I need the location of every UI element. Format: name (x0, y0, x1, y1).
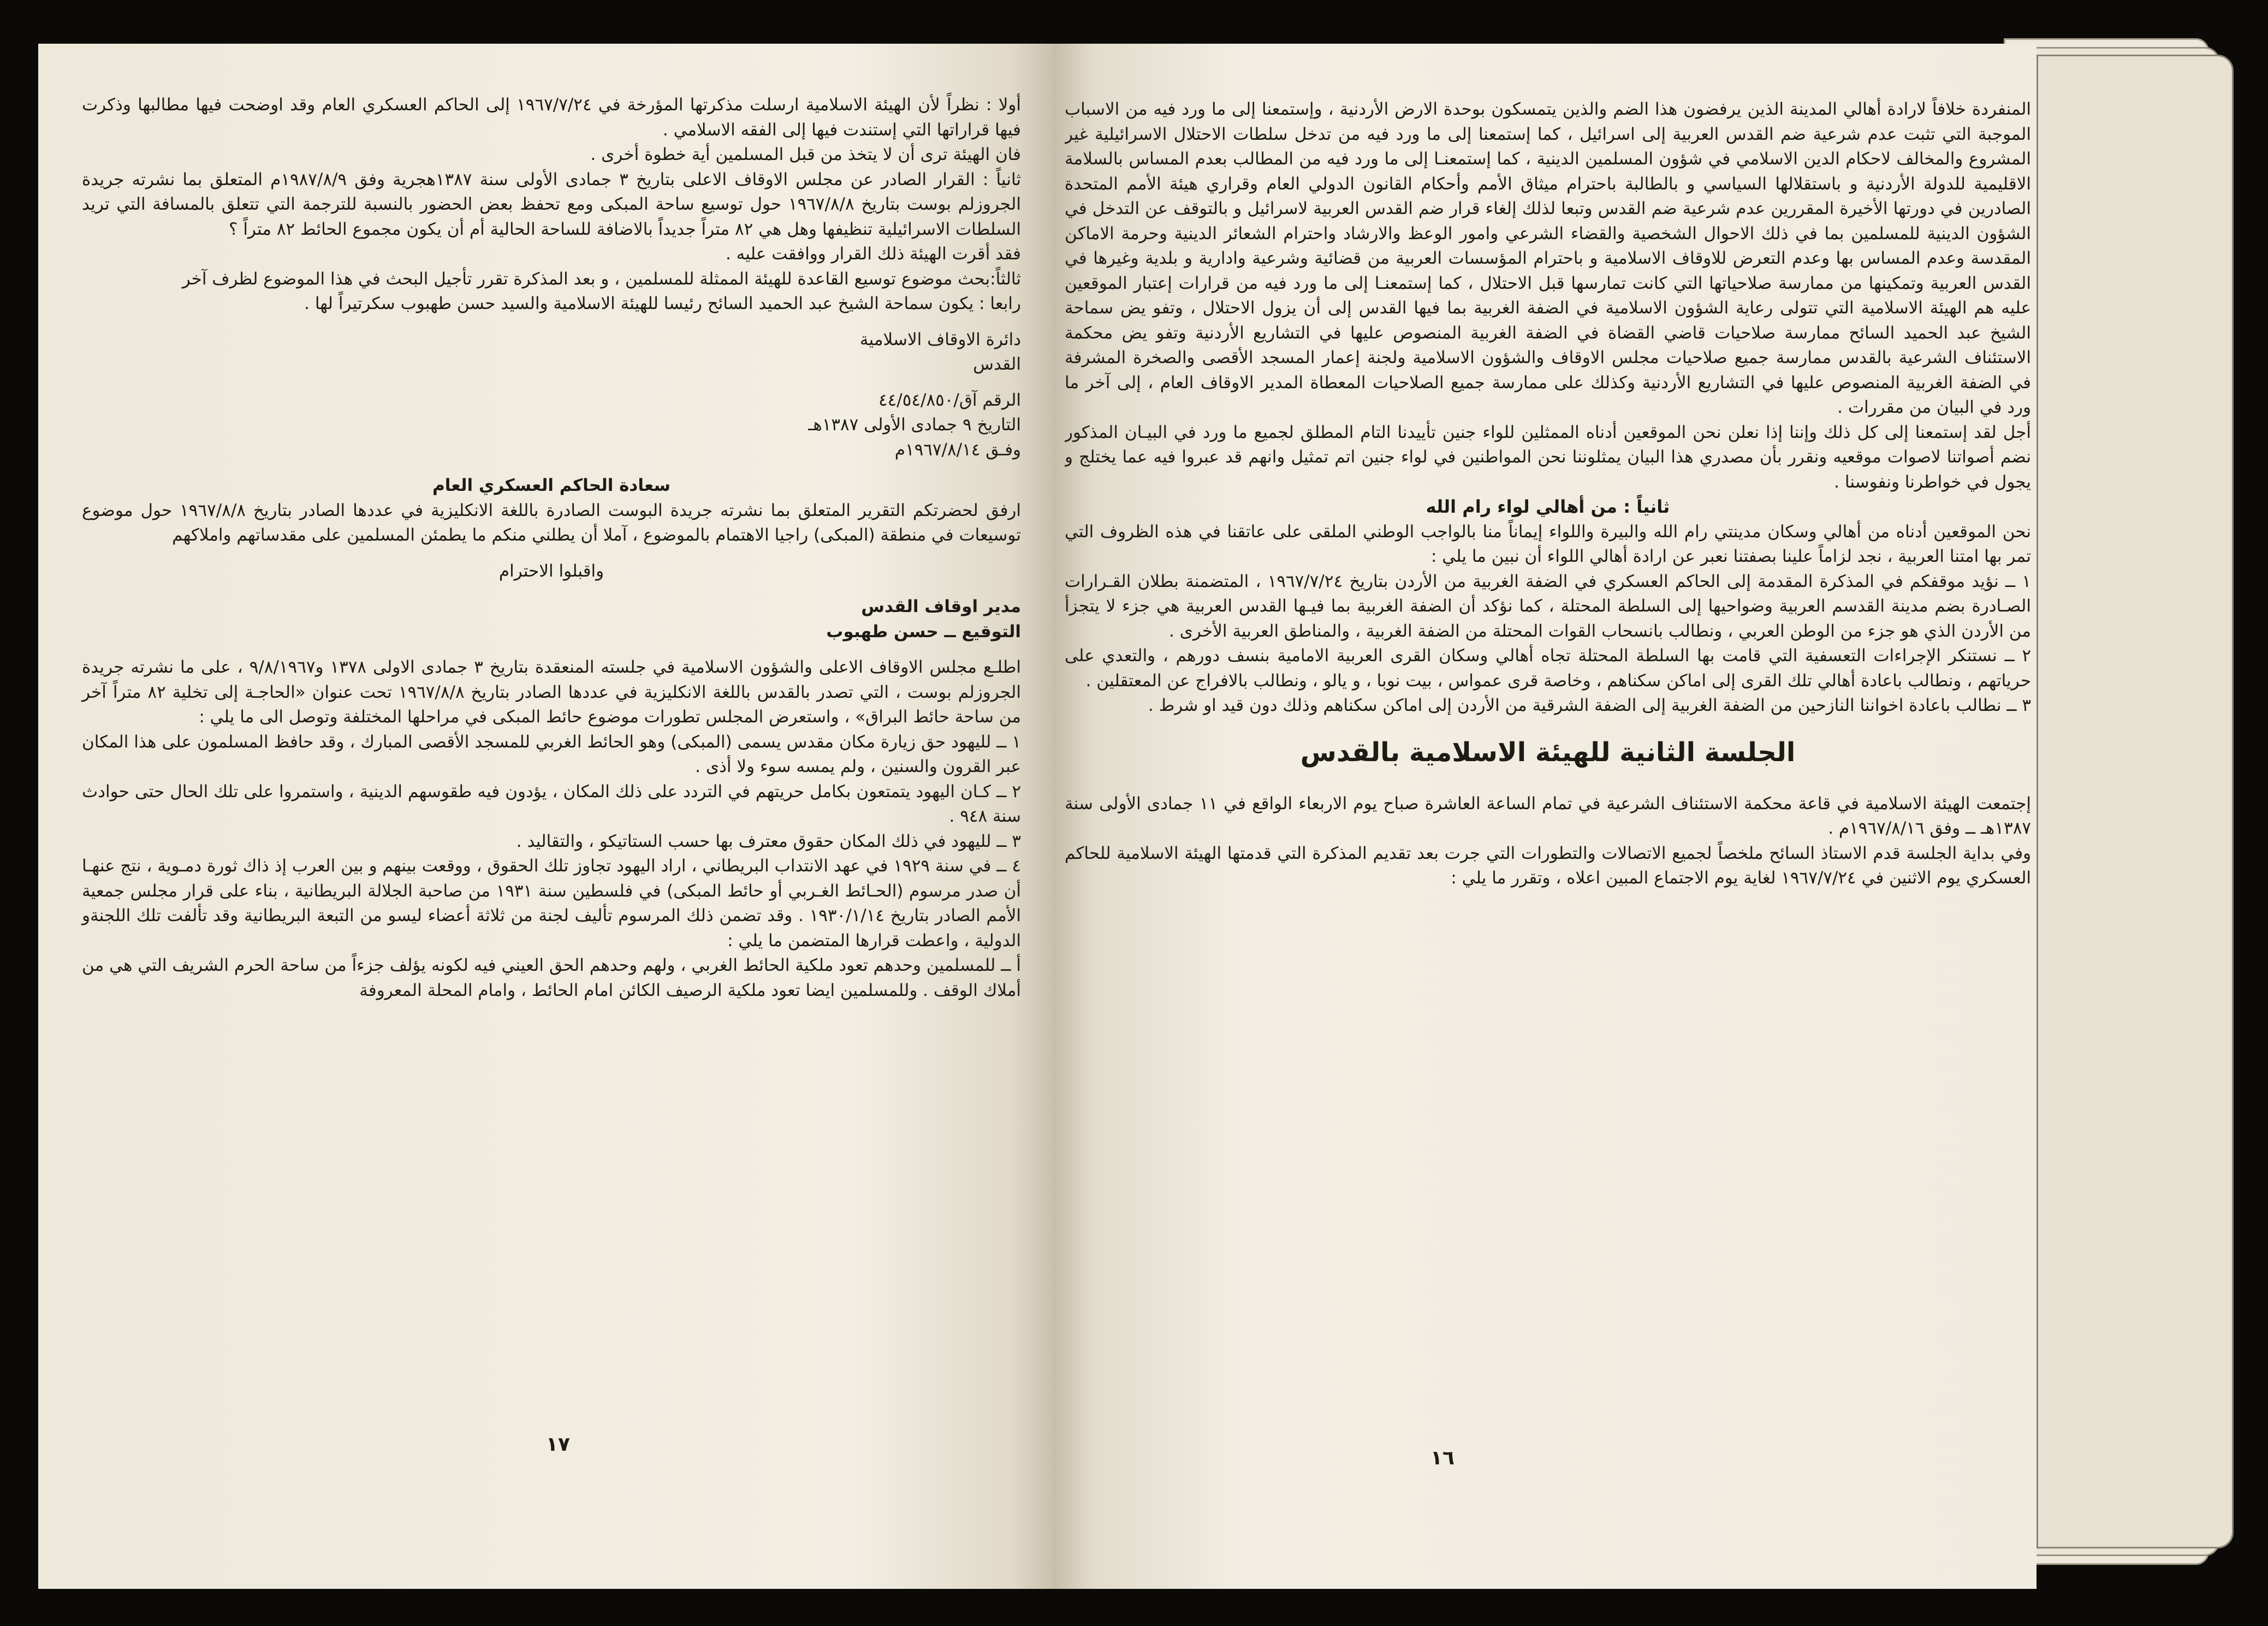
letter-date: التاريخ ٩ جمادى الأولى ١٣٨٧هـ (808, 415, 1021, 435)
letter-addressee: سعادة الحاكم العسكري العام (432, 476, 670, 495)
letter-body: ارفق لحضرتكم التقرير المتعلق بما نشرته جريدة البوست الصادرة باللغة الانكليزية في عددها الصادر بتاريخ ١٩٦٧/٨/٨ حول موضوع توسيعات في منطقة (المبكى) راجيا الاهتمام بالموضوع ، آملا أن يطلني منكم ما يطمئن المسلمين على مقدساتهم واملاكهم (82, 500, 1021, 545)
right-paragraph: ٢ ــ نستنكر الإجراءات التعسفية التي قامت بها السلطة المحتلة تجاه أهالي وسكان القرى العربية الامامية بنسف دورهم ، والتعدي على حرياتهم ، ونطالب باعادة أهالي تلك القرى إلى اماكن سكناهم ، وخاصة قرى عمواس ، بيت نوبا ، و يالو ، ونطالب بالافراج عن المعتقلين . (1065, 646, 2031, 691)
left-paragraph: ثانياً : القرار الصادر عن مجلس الاوقاف الاعلى بتاريخ ٣ جمادى الأولى سنة ١٣٨٧هجرية وفق ١٩٨٧/٨/٩م المتعلق بما نشرته جريدة الجروزلم بوست بتاريخ ١٩٦٧/٨/٨ حول توسيع ساحة المبكى ومع تحفظ بعض الحضور بالنسبة للترجمة التي تتعلق بالمسافة التي تريد السلطات الاسرائيلية تنظيفها وهل هي ٨٢ متراً جديداً بالاضافة للساحة الحالية أم أن يكون مجموع الحائط ٨٢ متراً ؟ (82, 169, 1022, 239)
right-paragraph: أجل لقد إستمعنا إلى كل ذلك وإننا إذا نعلن نحن الموقعين أدناه الممثلين للواء جنين تأييدنا التام المطلق لجميع ما ورد في البيـان المذكور نضم أصواتنا لاصوات موقعيه ونقرر بأن مصدري هذا البيان يمثلوننا نحن المواطنين في لواء جنين اتم تمثيل وانهم قد عبروا فيه عما يختلج و يجول في خواطرنا ونفوسنا . (1065, 422, 2031, 492)
session-heading: الجلسة الثانية للهيئة الاسلامية بالقدس (1300, 737, 1796, 768)
right-paragraph: وفي بداية الجلسة قدم الاستاذ السائح ملخصاً لجميع الاتصالات والتطورات التي جرت بعد تقديم المذكرة التي قدمتها الهيئة الاسلامية للحاكم العسكري يوم الاثنين في ١٩٦٧/٧/٢٤ لغاية يوم الاجتماع المبين اعلاه ، وتقرر ما يلي : (1065, 843, 2031, 888)
letter-reference: الرقم آق/٤٤/٥٤/٨٥٠ (878, 390, 1021, 410)
right-paragraph: نحن الموقعين أدناه من أهالي وسكان مدينتي رام الله والبيرة واللواء إيماناً منا بالواجب الوطني الملقى على عاتقنا في هذه الظروف التي تمر بها امتنا العربية ، نجد لزاماً علينا بصفتنا نعبر عن ارادة أهالي اللواء أن نبين ما يلي : (1065, 521, 2031, 566)
report-paragraph: أ ــ للمسلمين وحدهم تعود ملكية الحائط الغربي ، ولهم وحدهم الحق العيني فيه لكونه يؤلف جزءاً من ساحة الحرم الشريف التي هي من أملاك الوقف . وللمسلمين ايضا تعود ملكية الرصيف الكائن امام الحائط ، وامام المحلة المعروفة (82, 956, 1021, 1000)
right-page-text (1065, 97, 2031, 1369)
report-paragraph: ٣ ــ لليهود في ذلك المكان حقوق معترف بها حسب الستاتيكو ، والتقاليد . (516, 831, 1021, 851)
letter-city: القدس (973, 354, 1021, 374)
letter-signature: التوقيع ــ حسن طهبوب (826, 621, 1021, 642)
left-page-text (82, 93, 1021, 1003)
page-number-left: ١٧ (546, 1433, 570, 1456)
report-paragraph: ٤ ــ في سنة ١٩٢٩ في عهد الانتداب البريطاني ، اراد اليهود تجاوز تلك الحقوق ، ووقعت بينهم و بين العرب إذ ذاك ثورة دمـوية ، نتج عنهـا أن صدر مرسوم (الحـائط الغـربي أو حائط المبكى) في فلسطين سنة ١٩٣١ من صاحبة الجلالة البريطانية ، بناء على قرار مجلس جمعية الأمم الصادر بتاريخ ١٩٣٠/١/١٤ . وقد تضمن ذلك المرسوم تأليف لجنة من ثلاثة أعضاء ليسو من التبعة البريطانية وقد تألفت تلك اللجنةو الدولية ، واعطت قرارها المتضمن ما يلي : (82, 856, 1022, 951)
left-paragraph: أولا : نظراً لأن الهيئة الاسلامية ارسلت مذكرتها المؤرخة في ١٩٦٧/٧/٢٤ إلى الحاكم العسكري العام وقد اوضحت فيها مطالبها وذكرت فيها قراراتها التي إستندت فيها إلى الفقه الاسلامي . (82, 95, 1021, 140)
report-paragraph: ١ ــ لليهود حق زيارة مكان مقدس يسمى (المبكى) وهو الحائط الغربي للمسجد الأقصى المبارك ، وقد حافظ المسلمون على هذا المكان عبر القرون والسنين ، ولم يمسه سوء ولا أذى . (82, 732, 1021, 776)
left-paragraph: رابعا : يكون سماحة الشيخ عبد الحميد السائح رئيسا للهيئة الاسلامية والسيد حسن طهبوب سكرتيراً لها . (304, 294, 1021, 313)
section-heading: ثانياً : من أهالي لواء رام الله (1426, 496, 1670, 517)
letter-closing: واقبلوا الاحترام (498, 561, 604, 581)
letter-signer-title: مدير اوقاف القدس (861, 597, 1021, 616)
report-paragraph: اطلـع مجلس الاوقاف الاعلى والشؤون الاسلامية في جلسته المنعقدة بتاريخ ٣ جمادى الاولى ١٣٧٨ و٩/٨/١٩٦٧ ، على ما نشرته جريدة الجروزلم بوست ، التي تصدر بالقدس باللغة الانكليزية في عددها الصادر بتاريخ ١٩٦٧/٨/٨ تحت عنوان «الحاجـة إلى تخلية ٨٢ متراً آخر من ساحة حائط البراق» ، واستعرض المجلس تطورات موضوع حائط المبكى في مراحلها المختلفة وتوصل الى ما يلي : (82, 657, 1022, 727)
report-paragraph: ٢ ــ كـان اليهود يتمتعون بكامل حريتهم في التردد على ذلك المكان ، يؤدون فيه طقوسهم الدينية ، واستمروا على تلك الحال حتى حوادث سنة ٩٤٨ . (82, 781, 1021, 826)
left-paragraph: فقد أقرت الهيئة ذلك القرار ووافقت عليه . (725, 244, 1021, 264)
left-paragraph: فان الهيئة ترى أن لا يتخذ من قبل المسلمين أية خطوة أخرى . (590, 145, 1021, 164)
page-edge-stack (2037, 55, 2234, 1548)
right-paragraph: المنفردة خلافاً لارادة أهالي المدينة الذين يرفضون هذا الضم والذين يتمسكون بوحدة الارض الأردنية ، وإستمعنا إلى ما ورد فيه من الاسباب الموجبة التي تثبت عدم شرعية ضم القدس العربية إلى اسرائيل ، كما إستمعنا إلى ما ورد فيه من تدخل سلطات الاحتلال الاسرائيلية غير المشروع والمخالف لاحكام الدين الاسلامي في شؤون المسلمين الدينية ، كما إستمعنـا إلى ما ورد فيه من المطالب بعدم المساس بالسلامة الاقليمية للدولة الأردنية و باستقلالها السياسي و بالطالبة باحترام ميثاق الأمم وأحكام القانون الدولي العام وقراري هيئة الأمم المتحدة الصادرين في دورتها الأخيرة المقررين عدم شرعية ضم القدس وتبعا لذلك إلغاء قرار ضم القدس العربية لاسرائيل و بالتوقف عن التدخل في الشؤون الدينية للمسلمين بما في ذلك الاحوال الشخصية والقضاء الشرعي وامور الوعظ والارشاد واحترام الشعائر الدينية وحرمة الاماكن المقدسة وعدم المساس بها وعدم التعرض للاوقاف الاسلامية و باحترام المؤسسات العربية من قضائية وشرعية وادارية و بلدية وغيرها في القدس العربية وتمكينها من ممارسة صلاحياتها التي كانت تمارسها قبل الاحتلال ، كما إستمعنـا إلى ما ورد فيه من قرارات إعتبار الموقعين عليه هم الهيئة الاسلامية التي تتولى رعاية الشؤون الاسلامية في الضفة الغربية بما فيها القدس إلى أن يزول الاحتلال ، وتفو يض سماحة الشيخ عبد الحميد السائح ممارسة صلاحيات قاضي القضاة في الضفة الغربية المنصوص عليها في التشاريع الأردنية وتفو يض محكمة الاستئناف الشرعية بالقدس ممارسة جميع صلاحيات مجلس الاوقاف والشؤون الاسلامية ولجنة إعمار المسجد الأقصى والصخرة المشرفة في الضفة الغربية المنصوص عليها في التشاريع الأردنية وكذلك على ممارسة جميع الصلاحيات المعطاة المدير الاوقاف العام ، إلى آخر ما ورد في البيان من مقررات . (1065, 99, 2031, 417)
right-paragraph: إجتمعت الهيئة الاسلامية في قاعة محكمة الاستئناف الشرعية في تمام الساعة العاشرة صباح يوم الاربعاء الواقع في ١١ جمادى الأولى سنة ١٣٨٧هـ ــ وفق ١٩٦٧/٨/١٦م . (1065, 793, 2031, 838)
page-number-right: ١٦ (1430, 1447, 1454, 1469)
letter-date-gregorian: وفـق ١٩٦٧/٨/١٤م (894, 440, 1021, 460)
right-paragraph: ٣ ــ نطالب باعادة اخواننا النازحين من الضفة الغربية إلى الضفة الشرقية من الأردن إلى اماكن سكناهم وذلك دون قيد او شرط . (1148, 696, 2031, 715)
letter-department: دائرة الاوقاف الاسلامية (859, 329, 1021, 349)
left-paragraph: ثالثاً:بحث موضوع توسيع القاعدة للهيئة الممثلة للمسلمين ، و بعد المذكرة تقرر تأجيل البحث في هذا الموضوع لظرف آخر (182, 269, 1021, 289)
right-paragraph: ١ ــ نؤيد موقفكم في المذكرة المقدمة إلى الحاكم العسكري في الضفة الغربية من الأردن بتاريخ ١٩٦٧/٧/٢٤ ، المتضمنة بطلان القـرارات الصـادرة بضم مدينة القدسم العربية وضواحيها إلى السلطة المحتلة ، كما نؤكد أن الضفة الغربية بما فيـها القدس العربية هي جزء لا يتجزأ من الأردن الذي هو جزء من الوطن العربي ، ونطالب بانسحاب القوات المحتلة من الضفة الغربية ، والمناطق العربية الأخرى . (1065, 571, 2031, 641)
